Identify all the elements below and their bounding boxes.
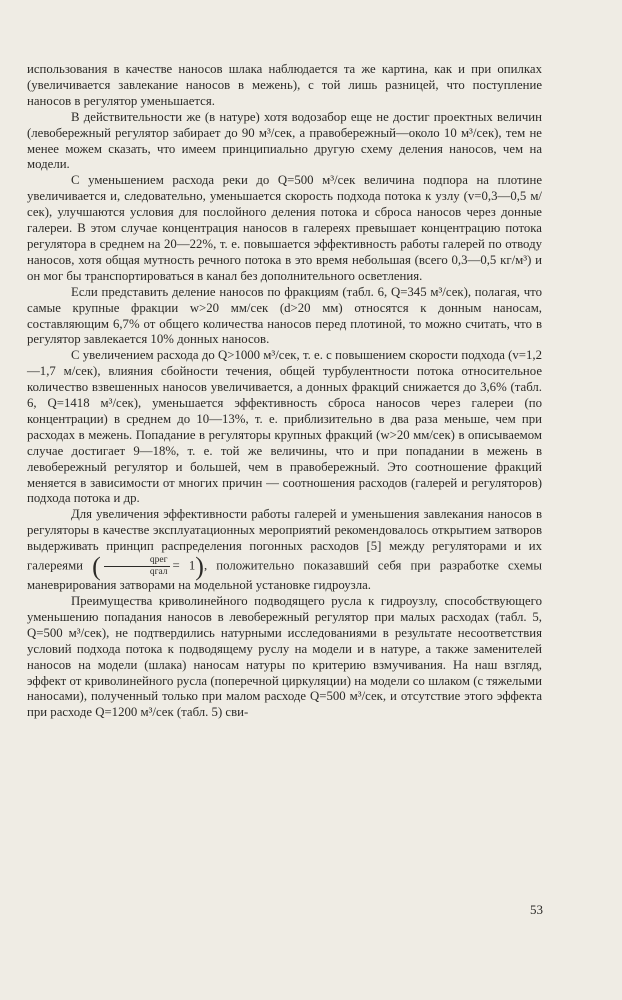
paragraph-1: использования в качестве наносов шлака наблюдается та же картина, как и при опилках (увеличивается завлекание наносов в межень), с той лишь разницей, что поступление наносов в регулятор уменьшается. xyxy=(27,62,542,108)
formula-denominator: qгал xyxy=(149,567,168,578)
formula-numerator: qрег xyxy=(104,555,170,567)
paragraph-6-text: Для увеличения эффективности работы галерей и уменьшения завлекания наносов в регуляторы в качестве эксплуатационных мероприятий рекомендовалось открытием затворов выдерживать принцип распределения погонных расходов [5] между регуляторами и их галереями xyxy=(27,507,542,573)
body-text xyxy=(27,62,542,721)
flow-ratio-formula xyxy=(104,555,170,578)
paragraph-6: Для увеличения эффективности работы галерей и уменьшения завлекания наносов в регуляторы в качестве эксплуатационных мероприятий рекомендовалось открытием затворов выдерживать принцип распределения погонных расходов [5] между регуляторами и их галереями ( $\frac{\text{qрег}}{\text{qгал}}$ = 1), положительно показавший себя при разработке схемы маневрирования затворами на модельной установке гидроузла. xyxy=(27,507,542,593)
formula-rhs: = 1 xyxy=(172,558,196,573)
paragraph-4: Если представить деление наносов по фракциям (табл. 6, Q=345 м³/сек), полагая, что самые крупные фракции w>20 мм/сек (d>20 мм) относятся к донным наносам, составляющим 6,7% от общего количества наносов перед плотиной, то можно считать, что в регулятор завлекается 10% донных наносов. xyxy=(27,284,542,347)
paragraph-7: Преимущества криволинейного подводящего русла к гидроузлу, способствующего уменьшению попадания наносов в левобережный регулятор при малых расходах (табл. 5, Q=500 м³/сек), не подтвердились натурными исследованиями в результате несоответствия условий подхода потока к подводящему руслу на модели и в натуре, а также заменителей наносов на модели (шлака) наносам натуры по критерию взмучивания. На наш взгляд, эффект от криволинейного русла (поперечной циркуляции) на модели со шлаком (с тяжелыми наносами), полученный только при малом расходе Q=500 м³/сек, и отсутствие этого эффекта при расходе Q=1200 м³/сек (табл. 5) сви- xyxy=(27,594,542,720)
paragraph-6-tail: положительно показавший себя при разработке схемы маневрирования затворами на модельной установке гидроузла. xyxy=(27,558,542,593)
paragraph-2: В действительности же (в натуре) хотя водозабор еще не достиг проектных величин (левобережный регулятор забирает до 90 м³/сек, а правобережный—около 10 м³/сек), тем не менее можем сказать, что имеем принципиально другую схему деления наносов, чем на модели. xyxy=(27,109,542,172)
paragraph-3: С уменьшением расхода реки до Q=500 м³/сек величина подпора на плотине увеличивается и, следовательно, уменьшается скорость подхода потока к узлу (v=0,3—0,5 м/сек), улучшаются условия для послойного деления потока и сброса наносов через донные галереи. В этом случае концентрация наносов в галереях превышает концентрацию потока регулятора в среднем на 20—22%, т. е. повышается эффективность работы галерей по отводу наносов, хотя общая мутность речного потока в это время небольшая (всего 0,3—0,5 кг/м³) и он мог бы транспортироваться в канал без дополнительного осветления. xyxy=(27,173,542,283)
page-number: 53 xyxy=(530,902,543,917)
paragraph-5: С увеличением расхода до Q>1000 м³/сек, т. е. с повышением скорости подхода (v=1,2—1,7 м/сек), влияния сбойности течения, общей турбулентности потока относительное количество взвешенных наносов увеличивается, а донных фракций снижается до 3,6% (табл. 6, Q=1418 м³/сек), уменьшается эффективность сброса наносов через галереи (по концентрации) в среднем до 10—13%, т. е. приблизительно в два раза меньше, чем при расходах в межень. Попадание в регуляторы крупных фракций (w>20 мм/сек) в описываемом случае достигает 9—18%, т. е. той же величины, что и при попадании в межень в левобережный регулятор и большей, чем в правобережный. Это соотношение фракций меняется в зависимости от многих причин — соотношения расходов (галерей и регуляторов) подхода потока и др. xyxy=(27,348,542,506)
